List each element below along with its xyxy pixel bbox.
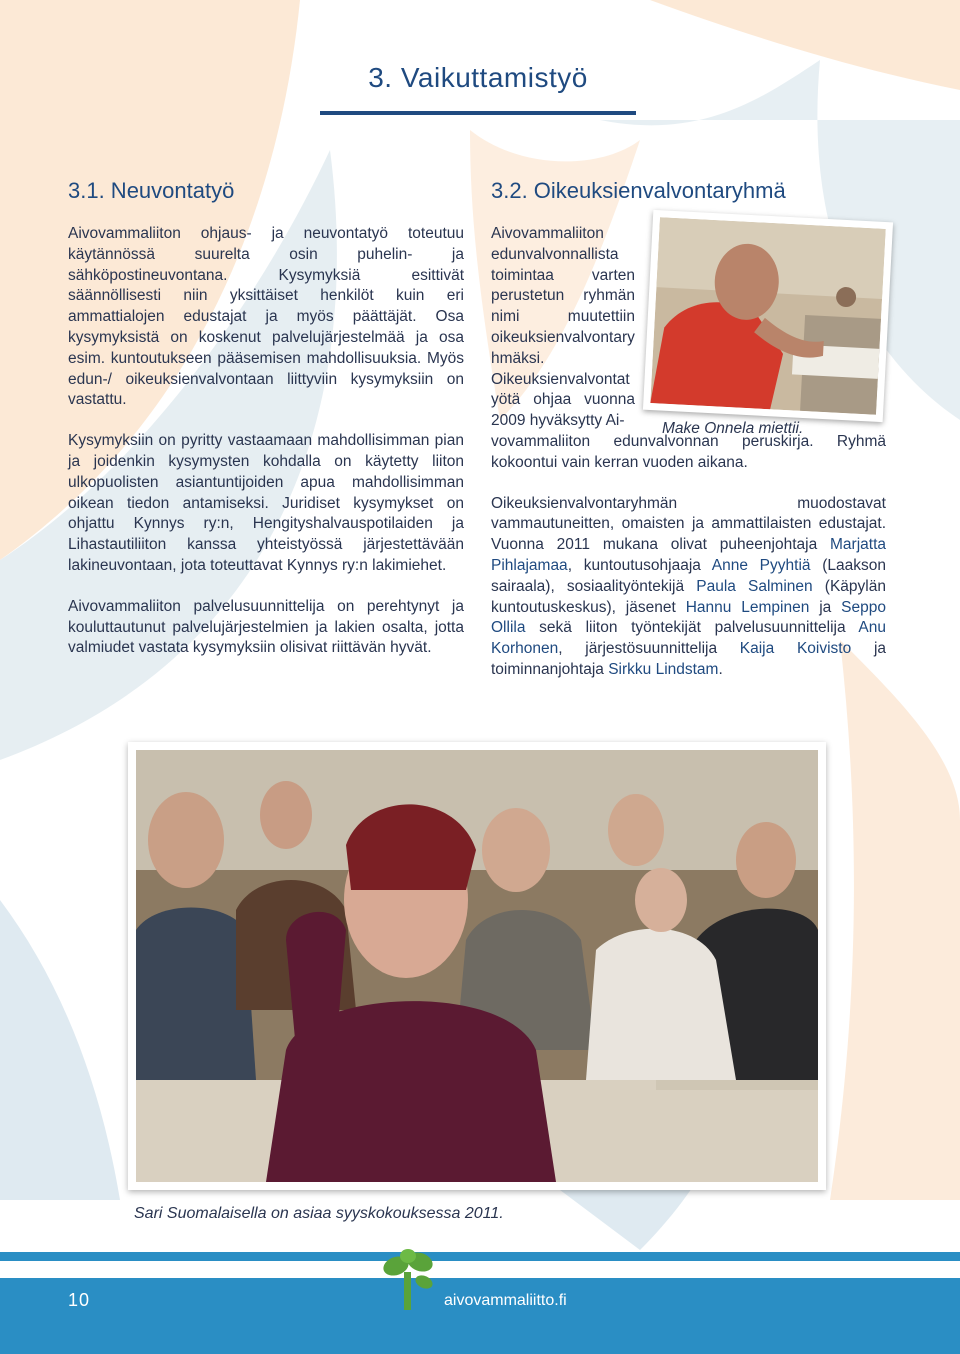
paragraph-wrapped-end: vovammaliiton edunvalvonnan peruskirja. Ryhmä kokoontui vain kerran vuoden aikana.: [491, 432, 886, 471]
website-url[interactable]: aivovammaliitto.fi: [444, 1292, 567, 1309]
photo-caption: Make Onnela miettii.: [662, 420, 804, 437]
photo-man-thinking: [643, 210, 893, 422]
paragraph: Aivovammaliiton palvelusuunnittelija on perehtynyt ja kouluttautunut palvelujärjestelmien ja lakien osalta, jotta valmiudet vastata kysymyksiin olisivat riittävän hyvät.: [68, 597, 464, 657]
title-rule: [320, 111, 636, 115]
person-name: Marjatta Pihlajamaa: [491, 536, 886, 574]
photo-image: [650, 217, 885, 415]
paragraph: Aivovammaliiton ohjaus- ja neuvontatyö toteutuu käytännössä suurelta osin puhelin- ja sähköpostineuvontana. Kysymyksiä esittivät säännöllisesti niin yksittäiset henkilöt kuin eri ammattialojen edustajat ja myös päättäjät. Osa kysymyksistä on koskenut palvelujärjestelmää ja osa esim. kuntoutukseen pääsemisen mahdollisuuksia. Myös edun-/ oikeuksienvalvontaan liittyviin kysymyksiin on vastattu.: [68, 225, 464, 409]
person-name: Anu Korhonen: [491, 619, 886, 658]
person-name: Sirkku Lindstam: [608, 660, 719, 678]
person-name: Anne Pyyhtiä: [711, 556, 811, 574]
person-name: Paula Salminen: [696, 577, 813, 595]
photo-caption: Sari Suomalaisella on asiaa syyskokouksessa 2011.: [134, 1205, 504, 1222]
page-number: 10: [68, 1290, 91, 1310]
photo-image: [136, 750, 818, 1182]
paragraph-wrapped-start: Aivovammaliiton edunvalvonnallista toimintaa varten perustetun ryhmän nimi muutettiin oikeuksienvalvontaryhmäksi. Oikeuksienvalvontatyötä ohjaa vuonna 2009 hyväksytty Ai-: [491, 225, 635, 430]
page-title: 3. Vaikuttamistyö: [368, 62, 588, 93]
footer-bar: [0, 1278, 960, 1354]
photo-meeting-audience: [128, 742, 826, 1190]
paragraph: Kysymyksiin on pyritty vastaamaan mahdollisimman pian ja joidenkin kysymysten kohdalla on käytetty liiton ulkopuolisten asiantuntijoiden apua mahdollisimman oikean tiedon antamiseksi. Juridiset kysymykset on ohjattu Kynnys ry:n, Hengityshalvauspotilaiden ja Lihastautiliiton kanssa yhteistyössä järjestettävään lakineuvontaan, jota toteuttavat Kynnys ry:n lakimiehet.: [68, 432, 464, 574]
left-column: [68, 178, 464, 679]
person-name: Kaija Koivisto: [739, 640, 852, 658]
footer-rule: [0, 1252, 960, 1261]
person-name: Hannu Lempinen: [685, 598, 810, 616]
person-name: Seppo Ollila: [491, 598, 886, 637]
tree-logo-icon: [380, 1248, 436, 1310]
section-heading-neuvontatyo: 3.1. Neuvontatyö: [68, 178, 235, 203]
section-heading-oikeuksienvalvontaryhma: 3.2. Oikeuksienvalvontaryhmä: [491, 178, 786, 203]
paragraph-members: Oikeuksienvalvontaryhmän muodostavat vammautuneitten, omaisten ja ammattilaisten edustajat. Vuonna 2011 mukana olivat puheenjohtaja Marjatta Pihlajamaa, kuntoutusohjaaja Anne Pyyhtiä (Laakson sairaala), sosiaalityöntekijä Paula Salminen (Käpylän kuntoutuskeskus), jäsenet Hannu Lempinen ja Seppo Ollila sekä liiton työntekijät palvelusuunnittelija Anu Korhonen, järjestösuunnittelija Kaija Koivisto ja toiminnanjohtaja Sirkku Lindstam.: [491, 494, 887, 678]
